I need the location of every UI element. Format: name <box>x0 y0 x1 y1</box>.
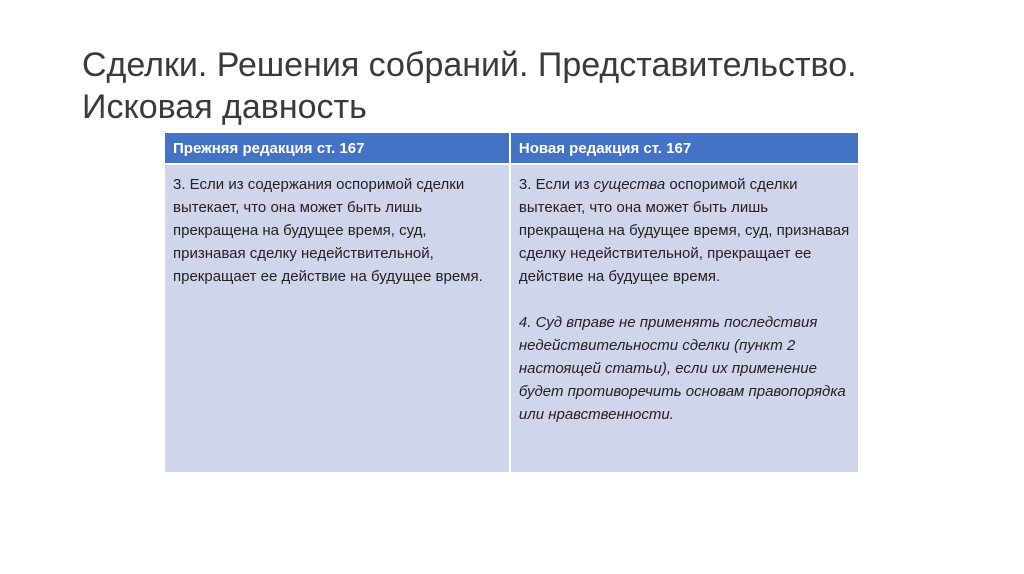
table-row <box>165 164 858 472</box>
cell-new-edition <box>510 164 858 472</box>
new-paragraph-3-end: оспоримой сделки вытекает, что она может быть лишь прекращена на будущее время, суд, признавая сделку недействительной, прекращает ее действие на будущее время. <box>518 176 850 285</box>
new-paragraph-4-text: 4. Суд вправе не применять последствия недействительности сделки (пункт 2 настоящей статьи), если их применение будет противоречить основам правопорядка или нравственности. <box>518 314 846 423</box>
header-old-edition: Прежняя редакция ст. 167 <box>165 133 510 164</box>
new-paragraph-3 <box>519 173 850 288</box>
comparison-table <box>165 133 858 472</box>
old-paragraph-3: 3. Если из содержания оспоримой сделки вытекает, что она может быть лишь прекращена на будущее время, суд, признавая сделку недействительной, прекращает ее действие на будущее время. <box>173 176 483 285</box>
cell-old-edition <box>165 164 510 472</box>
paragraph-spacer <box>519 288 850 311</box>
slide-title <box>82 44 982 128</box>
header-new-edition: Новая редакция ст. 167 <box>510 133 858 164</box>
new-paragraph-3-start: 3. Если из <box>518 176 594 193</box>
new-paragraph-4 <box>519 311 850 426</box>
slide-title-line-1: Сделки. Решения собраний. Представительство. <box>82 46 857 84</box>
new-paragraph-3-emphasis: существа <box>593 176 666 193</box>
slide-title-line-2: Исковая давность <box>82 88 367 126</box>
table-header-row <box>165 133 858 164</box>
